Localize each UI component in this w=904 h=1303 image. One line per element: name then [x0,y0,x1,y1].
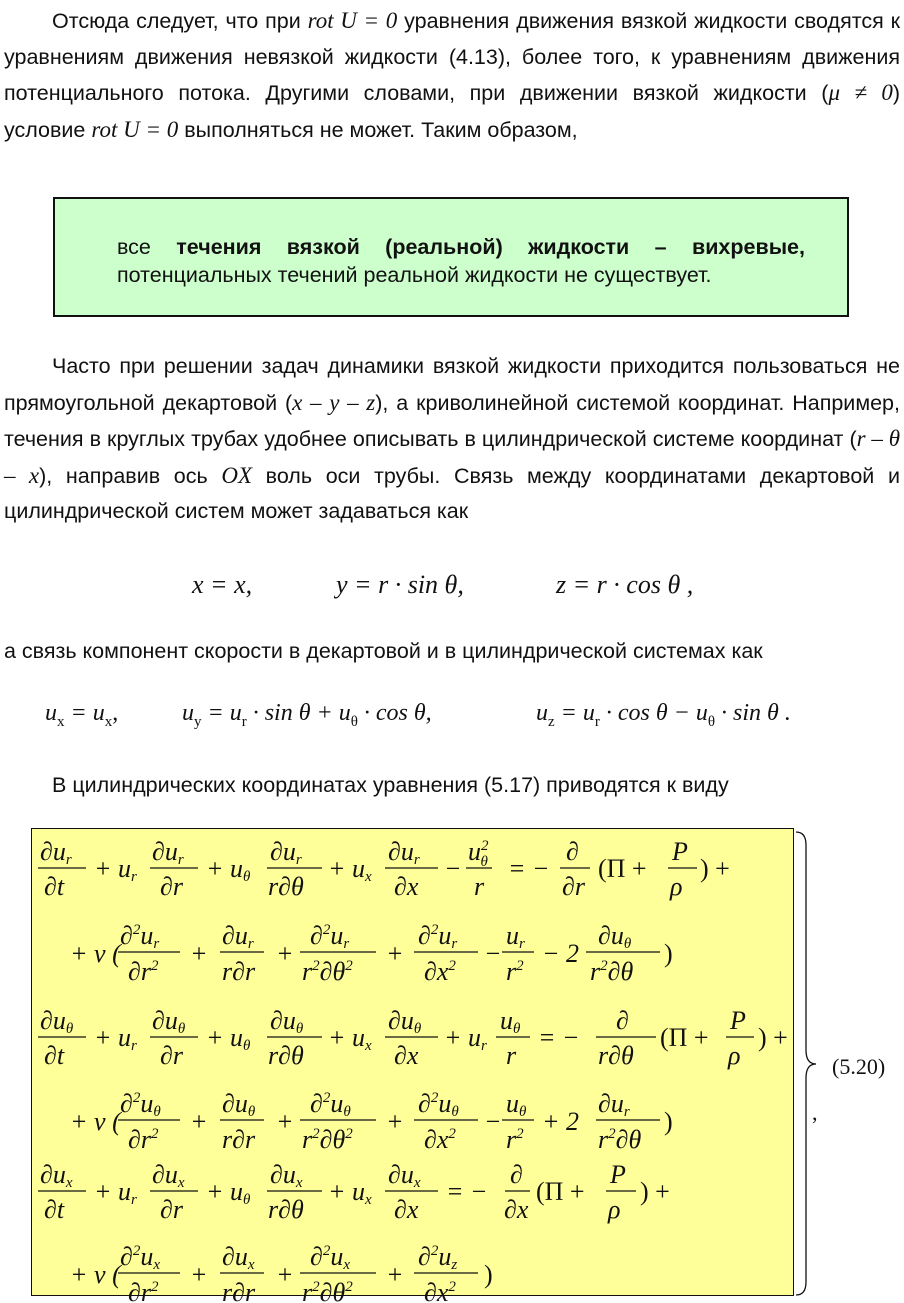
rot-u-formula-2: rot U = 0 [91,116,179,142]
svg-text:∂x: ∂x [504,1195,529,1224]
svg-text:∂ur: ∂ur [222,921,254,952]
svg-text:∂: ∂ [566,837,579,866]
svg-text:ρ: ρ [670,872,683,901]
svg-text:+ uθ: + uθ [206,854,251,885]
svg-text:∂ur: ∂ur [598,1089,630,1120]
svg-text:r∂θ: r∂θ [268,1195,304,1224]
highlight-line-2: потенциальных течений реальной жидкости не существует. [117,263,712,287]
svg-text:∂ur: ∂ur [388,837,420,868]
svg-text:(Π +: (Π + [598,854,647,883]
svg-text:∂ux: ∂ux [388,1160,421,1191]
svg-text:) +: ) + [640,1177,670,1206]
svg-text:∂uθ: ∂uθ [388,1006,422,1037]
svg-text:∂2ur: ∂$^2$ur [120,921,160,952]
svg-text:= −: = − [508,854,550,883]
svg-text:∂r: ∂r [160,1041,183,1070]
svg-text:−: − [484,1107,502,1136]
svg-text:+ ν (: + ν ( [70,1107,121,1136]
svg-text:ρ: ρ [728,1041,741,1070]
paragraph-2: Часто при решении задач динамики вязкой жидкости приходится пользоваться не прямоугольной декартовой (x – y – z), а криволинейной системой координат. Например, течения в круглых трубах удобнее описывать в цилиндрической системе координат (r – θ – x), направив ось OX воль оси трубы. Связь между координатами декартовой и цилиндрической систем может задаваться как [4,354,900,523]
velocity-eq-x: $u_x = u_x$, [45,700,119,730]
svg-text:= −: = − [446,1177,488,1206]
svg-text:∂r2: $\partial r^2$ [128,957,159,986]
svg-text:P: P [672,837,688,866]
svg-text:): ) [664,1107,673,1136]
svg-text:∂x: ∂x [394,872,419,901]
svg-text:∂ux: ∂ux [222,1242,255,1273]
svg-text:∂2uθ: ∂$^2$uθ [418,1089,459,1120]
svg-text:∂r2: $\partial r^2$ [128,1278,159,1303]
svg-text:+: + [190,1260,208,1289]
svg-text:∂uθ: ∂uθ [40,1006,74,1037]
svg-text:∂uθ: ∂uθ [598,921,632,952]
svg-text:∂r2: $\partial r^2$ [128,1125,159,1154]
svg-text:ur: ur [506,921,525,952]
svg-text:∂2ur: ∂$^2$ur [418,921,458,952]
svg-text:r2∂θ: $r^2\partial\theta$ [598,1125,642,1154]
svg-text:∂ur: ∂ur [270,837,302,868]
svg-text:−: − [484,939,502,968]
svg-text:∂: ∂ [616,1006,629,1035]
svg-text:+ uθ: + uθ [206,1177,251,1208]
svg-text:∂uθ: ∂uθ [270,1006,304,1037]
equation-number: (5.20) [832,1054,886,1079]
paragraph-4: В цилиндрических координатах уравнения (5.17) приводятся к виду [52,773,729,797]
svg-text:−: − [444,854,462,883]
svg-text:r∂θ: r∂θ [268,872,304,901]
svg-text:− 2: − 2 [542,939,580,968]
svg-text:): ) [484,1260,493,1289]
svg-text:u2θ: $u^2$ θ [468,837,489,870]
svg-text:∂ux: ∂ux [270,1160,303,1191]
svg-text:r∂r: r∂r [222,957,256,986]
svg-text:): ) [664,939,673,968]
svg-text:∂x2: $\partial x^2$ [424,957,456,986]
svg-text:(Π +: (Π + [536,1177,585,1206]
svg-text:+: + [190,1107,208,1136]
svg-text:+ ur: + ur [94,1023,137,1054]
svg-text:+ ur: + ur [94,854,137,885]
svg-text:∂uθ: ∂uθ [152,1006,186,1037]
svg-text:+: + [386,939,404,968]
svg-text:+: + [276,1107,294,1136]
svg-text:∂ux: ∂ux [40,1160,73,1191]
paragraph-1: Отсюда следует, что при rot U = 0 уравнения движения вязкой жидкости сводятся к уравнениям движения невязкой жидкости (4.13), более того, к уравнениям движения потенциального потока. Другими словами, при движении вязкой жидкости (μ ≠ 0) условие rot U = 0 выполняться не может. Таким образом, [4,8,901,142]
svg-text:∂r: ∂r [562,872,585,901]
svg-text:∂ur: ∂ur [152,837,184,868]
svg-text:= −: = − [538,1023,580,1052]
svg-text:∂: ∂ [510,1160,523,1189]
svg-text:r2: $r^2$ [506,1125,524,1154]
svg-text:+: + [190,939,208,968]
svg-text:∂2ux: ∂$^2$ux [120,1242,161,1273]
svg-text:) +: ) + [700,854,730,883]
svg-text:r∂r: r∂r [222,1125,256,1154]
svg-text:ρ: ρ [608,1195,621,1224]
svg-text:∂2ur: ∂$^2$ur [310,921,350,952]
svg-text:r: r [474,872,485,901]
svg-text:+: + [386,1260,404,1289]
svg-text:∂x: ∂x [394,1041,419,1070]
svg-text:∂ur: ∂ur [40,837,72,868]
svg-text:∂r: ∂r [160,1195,183,1224]
svg-text:+: + [276,939,294,968]
svg-text:+ ux: + ux [328,854,372,885]
svg-text:+ ux: + ux [328,1023,372,1054]
svg-text:∂2uθ: ∂$^2$uθ [310,1089,351,1120]
svg-text:+ uθ: + uθ [206,1023,251,1054]
svg-text:r: r [506,1041,517,1070]
svg-text:r∂r: r∂r [222,1278,256,1303]
svg-text:∂t: ∂t [44,1195,65,1224]
svg-text:∂2ux: ∂$^2$ux [310,1242,351,1273]
svg-text:+ ν (: + ν ( [70,939,121,968]
svg-text:∂x2: $\partial x^2$ [424,1278,456,1303]
svg-text:∂t: ∂t [44,872,65,901]
svg-text:+: + [276,1260,294,1289]
coord-eq-z: z = r · cos θ , [556,570,694,599]
svg-text:∂x2: $\partial x^2$ [424,1125,456,1154]
svg-text:r2∂θ2: $r^2\partial\theta^2$ [302,957,353,986]
rot-u-formula-1: rot U = 0 [307,8,398,33]
svg-text:+ ux: + ux [328,1177,372,1208]
svg-text:P: P [610,1160,626,1189]
svg-text:∂2uz: ∂$^2$uz [418,1242,458,1273]
coord-eq-y: y = r · sin θ, [336,570,464,599]
svg-text:uθ: uθ [506,1089,527,1120]
svg-text:+: + [386,1107,404,1136]
svg-text:r2: $r^2$ [506,957,524,986]
svg-text:uθ: uθ [500,1006,521,1037]
svg-text:∂x: ∂x [394,1195,419,1224]
paragraph-3: а связь компонент скорости в декартовой и в цилиндрической системах как [4,639,763,663]
svg-text:∂t: ∂t [44,1041,65,1070]
velocity-eq-y: $u_y = u_r \cdot \sin \theta + u_\theta \cdot \cos \theta$, [182,700,432,730]
svg-text:(Π +: (Π + [660,1023,709,1052]
svg-text:∂uθ: ∂uθ [222,1089,256,1120]
svg-text:r2∂θ2: $r^2\partial\theta^2$ [302,1278,353,1303]
svg-text:+ 2: + 2 [542,1107,580,1136]
svg-text:∂r: ∂r [160,872,183,901]
mu-not-zero-formula: μ ≠ 0 [828,80,893,105]
svg-text:+ ur: + ur [444,1023,487,1054]
svg-text:r∂θ: r∂θ [268,1041,304,1070]
svg-text:P: P [730,1006,746,1035]
equation-comma: , [812,1100,818,1125]
svg-text:r2∂θ: $r^2\partial\theta$ [590,957,634,986]
svg-text:∂2uθ: ∂$^2$uθ [120,1089,161,1120]
svg-text:) +: ) + [758,1023,788,1052]
svg-text:∂ux: ∂ux [152,1160,185,1191]
svg-text:+ ν (: + ν ( [70,1260,121,1289]
velocity-eq-z: $u_z = u_r \cdot \cos \theta - u_\theta \cdot \sin \theta$ . [536,700,791,730]
svg-text:+ ur: + ur [94,1177,137,1208]
highlight-line-1: все течения вязкой (реальной) жидкости – вихревые, [117,235,805,259]
coord-eq-x: x = x, [192,570,253,599]
svg-text:r2∂θ2: $r^2\partial\theta^2$ [302,1125,353,1154]
svg-text:r∂θ: r∂θ [598,1041,634,1070]
